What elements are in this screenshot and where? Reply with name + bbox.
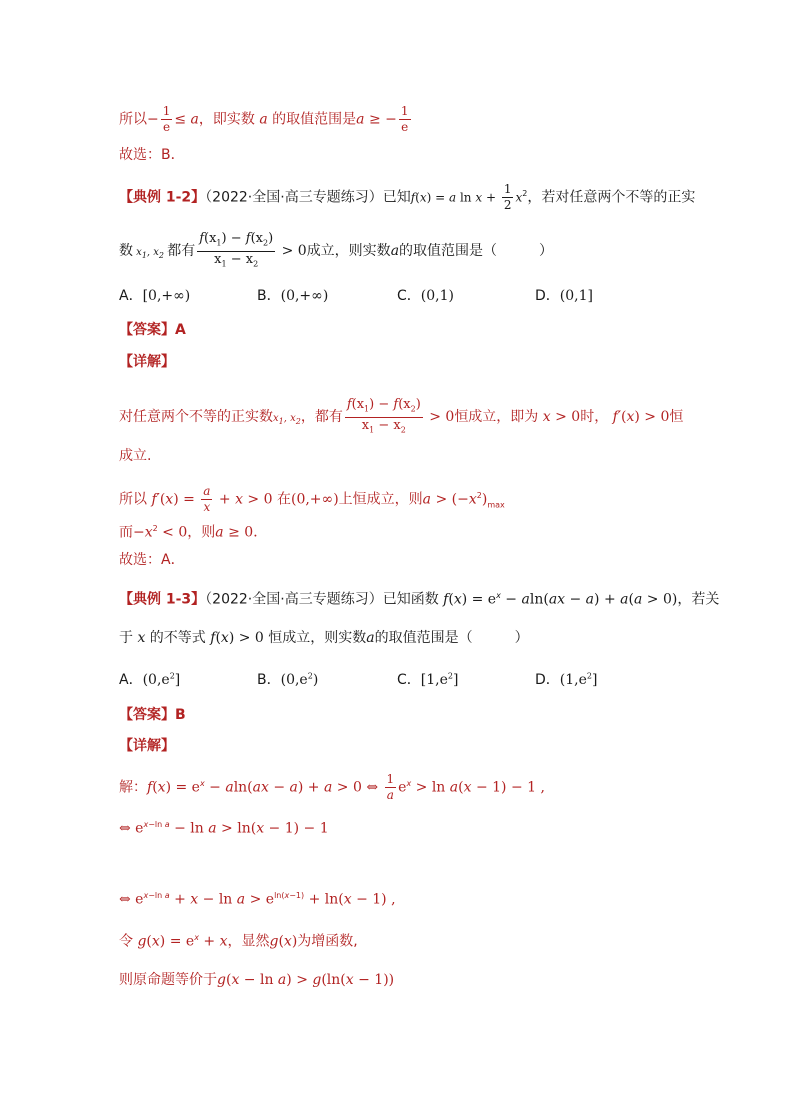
example-1-2-line2: 数 $x_1$, $x_2$ 都有 $\frac{f(x_1) - f(x_2)}{x_1 - x_2}$ > 0成立，则实数a的取值范围是（ ） — [119, 231, 554, 269]
example-1-3-line1: 【典例 1-3】（2022·全国·高三专题练习）已知函数 $f(x) = e^x - aln(ax - a) + a(a > 0)$，若关 — [119, 591, 720, 608]
option-b: B．(0,+∞) — [257, 288, 329, 304]
option-label: A． — [119, 288, 143, 304]
text: 则原命题等价于 — [119, 972, 217, 988]
text: 所以 — [119, 111, 147, 128]
option-label: B． — [257, 288, 281, 304]
text: 的取值范围是（ ） — [374, 630, 529, 646]
text: （2022·全国·高三专题练习）已知 — [205, 189, 411, 206]
option-label: D． — [535, 672, 560, 688]
text: 恒成立，则实数 — [268, 630, 367, 646]
choice-a-line: 故选：A． — [119, 552, 185, 568]
text: 恒 — [669, 409, 684, 426]
text: 时， — [580, 409, 609, 426]
text: ，若关 — [677, 591, 720, 608]
text: 恒成立，即为 — [454, 409, 539, 426]
detail-line1: 对任意两个不等的正实数$x_1$, $x_2$，都有 $\frac{f(x_1) - f(x_2)}{x_1 - x_2}$ > 0恒成立，即为 x > 0时， f′(x) > 0恒 — [119, 397, 684, 435]
text: 所以 — [119, 491, 147, 508]
detail-line3: 所以 f′(x) = $\frac{a}{x}$ + x > 0 在(0,+∞)上恒成立，则$a > (-x^2)_{max}$ — [119, 484, 505, 514]
option-a: A．$(0,e^2]$ — [119, 671, 181, 688]
example-1-3-line2: 于 x 的不等式 f(x) > 0 恒成立，则实数a的取值范围是（ ） — [119, 630, 529, 646]
text: （2022·全国·高三专题练习）已知函数 — [205, 591, 439, 608]
text: 令 — [119, 933, 133, 950]
option-b: B．$(0,e^2)$ — [257, 671, 319, 688]
example-tag: 【典例 1-3】 — [119, 591, 206, 608]
text: 的不等式 — [149, 630, 206, 646]
text: ，即实数 — [198, 111, 255, 128]
detail-line1: 解：$f(x) = e^x - aln(ax - a) + a > 0$ ⇔ $\frac{1}{a}$ $e^x > \ln a(x - 1) - 1$ , — [119, 772, 545, 802]
answer-label: 【答案】A — [119, 322, 186, 338]
text: 为增函数, — [297, 933, 358, 950]
text: 数 — [119, 243, 133, 260]
option-label: D． — [535, 288, 560, 304]
option-d: D．(0,1] — [535, 288, 593, 304]
option-c: C．(0,1) — [397, 288, 454, 304]
option-label: B． — [257, 672, 281, 688]
text: 而 — [119, 524, 133, 541]
text: 的取值范围是（ ） — [399, 243, 554, 260]
text: ，都有 — [300, 409, 343, 426]
option-c: C．$[1,e^2]$ — [397, 671, 459, 688]
detail-line2: 成立. — [119, 448, 152, 464]
text: 在 — [276, 491, 291, 508]
option-d: D．$(1,e^2]$ — [535, 671, 598, 688]
option-label: C． — [397, 672, 421, 688]
text: 上恒成立，则 — [338, 491, 423, 508]
detail-line2: ⇔ $e^{x-ln a} - \ln a > \ln(x - 1) - 1$ — [119, 820, 329, 837]
text: 于 — [119, 630, 133, 646]
detail-line3: ⇔ $e^{x-ln a} + x - \ln a > e^{ln(x-1)} + \ln(x - 1)$ , — [119, 891, 396, 908]
example-1-2-line1: 【典例 1-2】（2022·全国·高三专题练习）已知f(x) = a ln x + $\frac{1}{2}$ $x^2$，若对任意两个不等的正实 — [119, 182, 696, 212]
text: ，显然 — [227, 933, 270, 950]
text: ，则 — [187, 524, 216, 541]
text: 对任意两个不等的正实数 — [119, 409, 273, 426]
text: 成立，则实数 — [306, 243, 391, 260]
text: 都有 — [167, 243, 196, 260]
detail-line5: 则原命题等价于g(x − ln a) > g(ln(x − 1)) — [119, 972, 395, 988]
answer-label: 【答案】B — [119, 707, 186, 723]
option-label: A． — [119, 672, 143, 688]
detail-line4: 令 $g(x) = e^x + x$，显然g(x)为增函数, — [119, 933, 358, 950]
detail-label: 【详解】 — [119, 738, 175, 754]
choice-b-line: 故选：B． — [119, 147, 185, 163]
text: 的取值范围是 — [272, 111, 357, 128]
line-range-conclusion: 所以− $\frac{1}{e}$ ≤ a，即实数 a 的取值范围是a ≥ − $\frac{1}{e}$ — [119, 104, 409, 134]
detail-label: 【详解】 — [119, 354, 175, 370]
text: ． — [253, 524, 268, 541]
detail-line4: 而$-x^2 < 0$，则a ≥ 0． — [119, 524, 268, 541]
option-a: A．[0,+∞) — [119, 288, 191, 304]
option-label: C． — [397, 288, 421, 304]
text: ，若对任意两个不等的正实 — [527, 189, 696, 206]
example-tag: 【典例 1-2】 — [119, 189, 206, 206]
text: 解： — [119, 779, 147, 796]
